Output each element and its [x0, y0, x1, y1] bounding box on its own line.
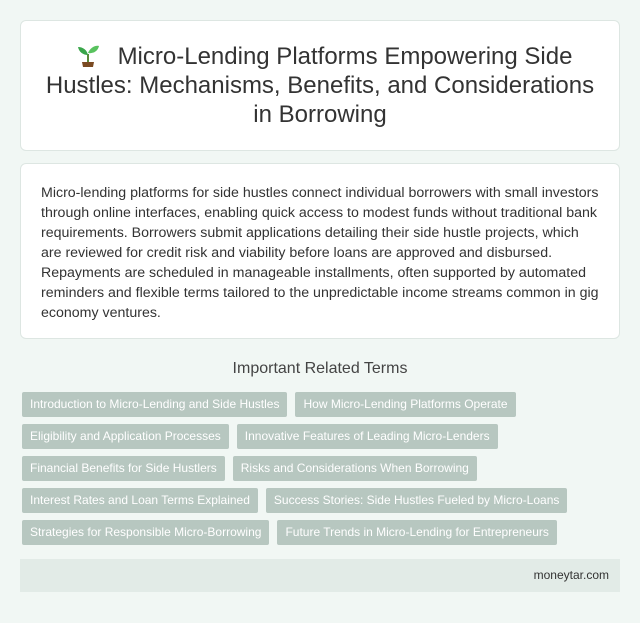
page-title	[45, 42, 595, 129]
description-text: Micro-lending platforms for side hustles connect individual borrowers with small investors through online interfaces, enabling quick access to modest funds without traditional bank requirements. Borrowers submit applications detailing their side hustle projects, which are reviewed for credit risk and viability before loans are approved and disbursed. Repayments are scheduled in manageable installments, often supported by automated reminders and flexible terms tailored to the unpredictable income streams common in gig economy ventures.	[41, 185, 599, 321]
related-term-tag[interactable]: Interest Rates and Loan Terms Explained	[22, 488, 258, 513]
related-term-tag[interactable]: How Micro-Lending Platforms Operate	[295, 392, 515, 417]
related-terms-heading: Important Related Terms	[232, 360, 408, 377]
related-term-tag[interactable]: Introduction to Micro-Lending and Side Hustles	[22, 392, 287, 417]
footer	[20, 559, 620, 592]
related-term-tag[interactable]: Strategies for Responsible Micro-Borrowing	[22, 520, 269, 545]
related-term-tag[interactable]: Risks and Considerations When Borrowing	[233, 456, 477, 481]
related-term-tag[interactable]: Success Stories: Side Hustles Fueled by Micro-Loans	[266, 488, 567, 513]
sprout-icon	[68, 43, 108, 67]
related-term-tag[interactable]: Financial Benefits for Side Hustlers	[22, 456, 225, 481]
page-title-text: Micro-Lending Platforms Empowering Side Hustles: Mechanisms, Benefits, and Considerations in Borrowing	[45, 43, 595, 128]
footer-site-link[interactable]: moneytar.com	[533, 568, 609, 582]
description-card	[20, 163, 620, 339]
related-terms-list	[22, 392, 622, 545]
related-term-tag[interactable]: Future Trends in Micro-Lending for Entrepreneurs	[277, 520, 556, 545]
related-term-tag[interactable]: Innovative Features of Leading Micro-Lenders	[237, 424, 498, 449]
related-term-tag[interactable]: Eligibility and Application Processes	[22, 424, 229, 449]
title-card	[20, 20, 620, 151]
